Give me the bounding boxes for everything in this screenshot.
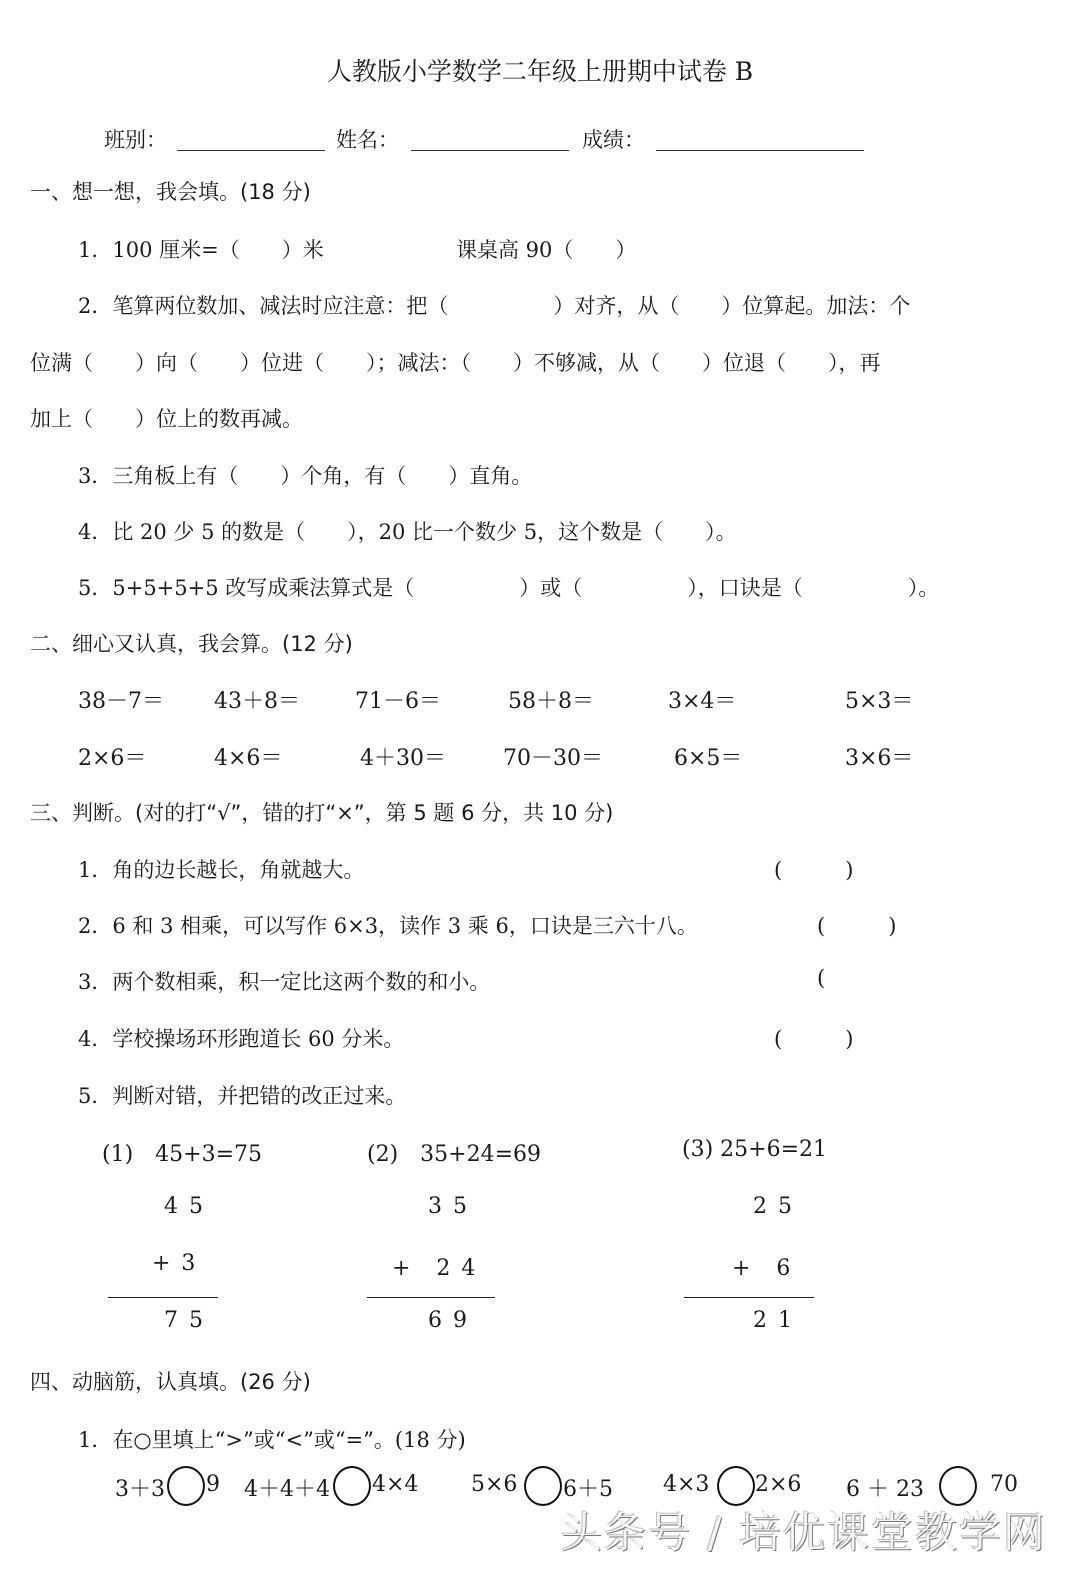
- compare-right: 2×6: [755, 1472, 802, 1497]
- watermark: 头条号 / 培优课堂教学网: [560, 1508, 1047, 1557]
- calc-item: 58＋8＝: [508, 689, 594, 714]
- compare-circle[interactable]: [167, 1466, 205, 1506]
- problem-3-add: + 6: [732, 1256, 793, 1281]
- compare-right: 70: [990, 1472, 1018, 1497]
- calc-item: 38－7＝: [78, 689, 164, 714]
- compare-left: 5×6: [471, 1472, 518, 1497]
- problem-2-label: (2) 35+24=69: [367, 1142, 542, 1167]
- problem-1-top: 4 5: [164, 1194, 205, 1219]
- compare-left: 6 ＋ 23: [846, 1477, 924, 1502]
- judge-item-5: 5．判断对错，并把错的改正过来。: [78, 1084, 407, 1108]
- compare-right: 9: [206, 1472, 220, 1497]
- problem-3-top: 2 5: [753, 1194, 794, 1219]
- problem-2-rule: [367, 1297, 495, 1298]
- name-field[interactable]: [411, 150, 569, 151]
- calc-item: 3×6＝: [845, 746, 914, 771]
- problem-3-label: (3) 25+6=21: [682, 1137, 828, 1162]
- name-label: 姓名：: [336, 128, 399, 152]
- compare-right: 6＋5: [563, 1477, 613, 1502]
- section-2-heading: 二、细心又认真，我会算。(12 分): [30, 632, 353, 656]
- compare-left: 3＋3: [115, 1477, 165, 1502]
- s1-q4: 4．比 20 少 5 的数是（ ），20 比一个数少 5，这个数是（ ）。: [78, 520, 737, 544]
- calc-item: 4＋30＝: [360, 746, 446, 771]
- problem-1-label: (1) 45+3=75: [102, 1142, 263, 1167]
- problem-3-rule: [684, 1297, 814, 1298]
- judge-item-1: 1．角的边长越长，角就越大。: [78, 858, 365, 882]
- problem-3-result: 2 1: [753, 1308, 794, 1333]
- problem-2-result: 6 9: [428, 1308, 469, 1333]
- compare-circle[interactable]: [524, 1466, 562, 1506]
- s1-q3: 3．三角板上有（ ）个角，有（ ）直角。: [78, 464, 533, 488]
- compare-left: 4＋4＋4: [244, 1477, 330, 1502]
- judge-item-2: 2．6 和 3 相乘，可以写作 6×3，读作 3 乘 6，口诀是三六十八。: [78, 914, 698, 938]
- judge-answer-4[interactable]: ( ): [774, 1027, 854, 1051]
- s1-q2-line2: 位满（ ）向（ ）位进（ ）；减法：（ ）不够减，从（ ）位退（ ），再: [30, 351, 881, 375]
- compare-right: 4×4: [372, 1472, 419, 1497]
- s4-q1: 1．在○里填上“>”或“<”或“=”。(18 分): [78, 1428, 466, 1452]
- judge-answer-1[interactable]: ( ): [774, 858, 854, 882]
- score-label: 成绩：: [582, 128, 645, 152]
- calc-item: 5×3＝: [845, 689, 914, 714]
- s1-q2-line1: 2．笔算两位数加、减法时应注意：把（ ）对齐，从（ ）位算起。加法：个: [78, 294, 911, 318]
- problem-1-rule: [108, 1297, 218, 1298]
- compare-circle[interactable]: [333, 1466, 371, 1506]
- judge-item-4: 4．学校操场环形跑道长 60 分米。: [78, 1027, 405, 1051]
- class-field[interactable]: [177, 150, 325, 151]
- section-3-heading: 三、判断。(对的打“√”，错的打“×”，第 5 题 6 分，共 10 分): [30, 801, 614, 825]
- problem-2-add: + 2 4: [392, 1256, 478, 1281]
- calc-item: 6×5＝: [674, 746, 743, 771]
- s1-q1a: 1．100 厘米=（ ）米: [78, 238, 324, 262]
- score-field[interactable]: [656, 150, 864, 151]
- judge-item-3: 3．两个数相乘，积一定比这两个数的和小。: [78, 970, 491, 994]
- calc-item: 43＋8＝: [214, 689, 300, 714]
- calc-item: 71－6＝: [355, 689, 441, 714]
- s1-q1b: 课桌高 90（ ）: [456, 238, 637, 262]
- compare-left: 4×3: [663, 1472, 710, 1497]
- calc-item: 70－30＝: [503, 746, 603, 771]
- page-title: 人教版小学数学二年级上册期中试卷 B: [326, 57, 754, 86]
- calc-item: 3×4＝: [668, 689, 737, 714]
- s1-q5: 5．5+5+5+5 改写成乘法算式是（ ）或（ ），口诀是（ ）。: [78, 576, 940, 600]
- judge-answer-3[interactable]: (: [817, 966, 826, 990]
- judge-answer-2[interactable]: ( ): [817, 914, 897, 938]
- problem-1-add: + 3: [152, 1251, 198, 1276]
- section-1-heading: 一、想一想，我会填。(18 分): [30, 180, 311, 204]
- calc-item: 4×6＝: [214, 746, 283, 771]
- section-4-heading: 四、动脑筋，认真填。(26 分): [30, 1370, 311, 1394]
- calc-item: 2×6＝: [78, 746, 147, 771]
- class-label: 班别：: [104, 128, 167, 152]
- s1-q2-line3: 加上（ ）位上的数再减。: [30, 407, 303, 431]
- problem-2-top: 3 5: [428, 1194, 469, 1219]
- problem-1-result: 7 5: [164, 1308, 205, 1333]
